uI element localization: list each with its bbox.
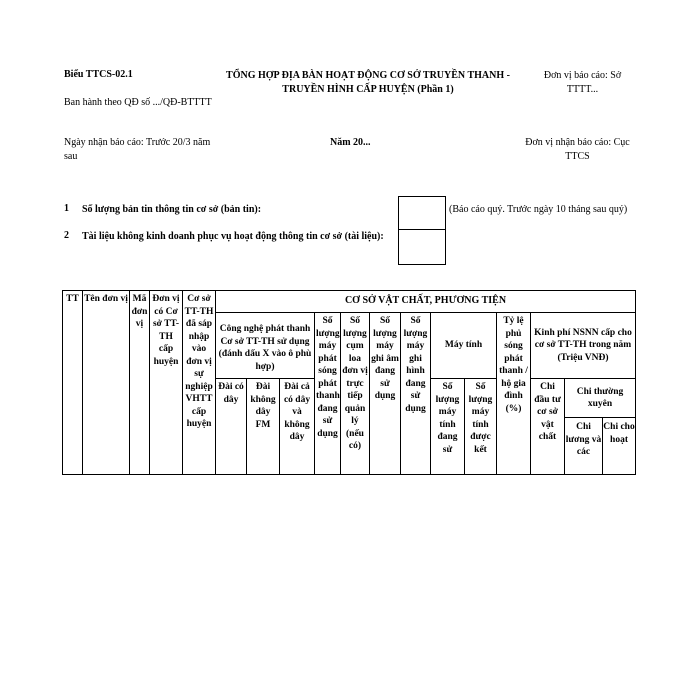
header-salary: Chi lương và các: [565, 418, 603, 474]
header-coverage: Tỷ lệ phủ sóng phát thanh / hộ gia đình (%): [497, 313, 531, 475]
header-unit-name: Tên đơn vị: [83, 291, 130, 475]
header-operation: Chi cho hoạt: [603, 422, 635, 445]
header-video-recorders: Số lượng máy ghi hình đang sử dụng: [401, 313, 431, 475]
header-unit-code: Mã đơn vị: [130, 291, 150, 475]
header-wired: Đài có dây: [216, 379, 247, 475]
report-year: Năm 20...: [330, 137, 371, 148]
form-code: Biểu TTCS-02.1: [64, 69, 133, 80]
item-label: Số lượng bản tin thông tin cơ sở (bản tin):: [82, 204, 262, 215]
issued-by: Ban hành theo QĐ số .../QĐ-BTTTT: [64, 97, 212, 108]
page-title: TỔNG HỢP ĐỊA BÀN HOẠT ĐỘNG CƠ SỞ TRUYỀN THANH - TRUYỀN HÌNH CẤP HUYỆN (Phần 1): [226, 70, 510, 95]
header-computers: Máy tính: [431, 313, 497, 379]
header-computers-in-use: Số lượng máy tính đang sử: [431, 379, 465, 475]
header-transmitters: Số lượng máy phát sóng phát thanh đang sử dụng: [315, 313, 341, 475]
item-label: Tài liệu không kinh doanh phục vụ hoạt động thông tin cơ sở (tài liệu):: [82, 231, 384, 242]
header-budget: Kinh phí NSNN cấp cho cơ sở TT-TH trong năm (Triệu VNĐ): [531, 313, 636, 379]
header-invest: Chi đầu tư cơ sở vật chất: [531, 379, 565, 475]
header-computers-connected: Số lượng máy tính được kết: [465, 379, 497, 475]
bulletin-count-box[interactable]: [398, 196, 446, 230]
header-merged: Cơ sở TT-TH đã sáp nhập vào đơn vị sự nghiệp VHTT cấp huyện: [183, 291, 216, 475]
header-facilities: CƠ SỞ VẬT CHẤT, PHƯƠNG TIỆN: [216, 291, 636, 313]
document-count-box[interactable]: [398, 229, 446, 265]
header-recurrent: Chi thường xuyên: [565, 379, 635, 418]
receive-date: Ngày nhận báo cáo: Trước 20/3 năm sau: [64, 137, 211, 162]
header-recurrent-group: [565, 379, 636, 475]
reporting-unit: Đơn vị báo cáo: Sở TTTT...: [543, 70, 622, 95]
header-speakers: Số lượng cụm loa đơn vị trực tiếp quản lý (nếu có): [341, 313, 370, 475]
quarter-note: (Báo cáo quý. Trước ngày 10 tháng sau quý): [449, 204, 628, 215]
header-fm: Đài không dây FM: [247, 379, 280, 475]
header-both: Đài cả có dây và không dây: [280, 379, 315, 475]
header-tech: Công nghệ phát thanh Cơ sở TT-TH sử dụng (đánh dấu X vào ô phù hợp): [216, 313, 315, 379]
receiving-unit: Đơn vị nhận báo cáo: Cục TTCS: [525, 137, 630, 162]
header-has-station: Đơn vị có Cơ sở TT-TH cấp huyện: [150, 291, 183, 475]
header-audio-recorders: Số lượng máy ghi âm đang sử dụng: [370, 313, 401, 475]
header-tt: TT: [63, 291, 83, 475]
facilities-table: [62, 290, 636, 475]
item-number: 1: [64, 203, 69, 214]
item-number: 2: [64, 230, 69, 241]
